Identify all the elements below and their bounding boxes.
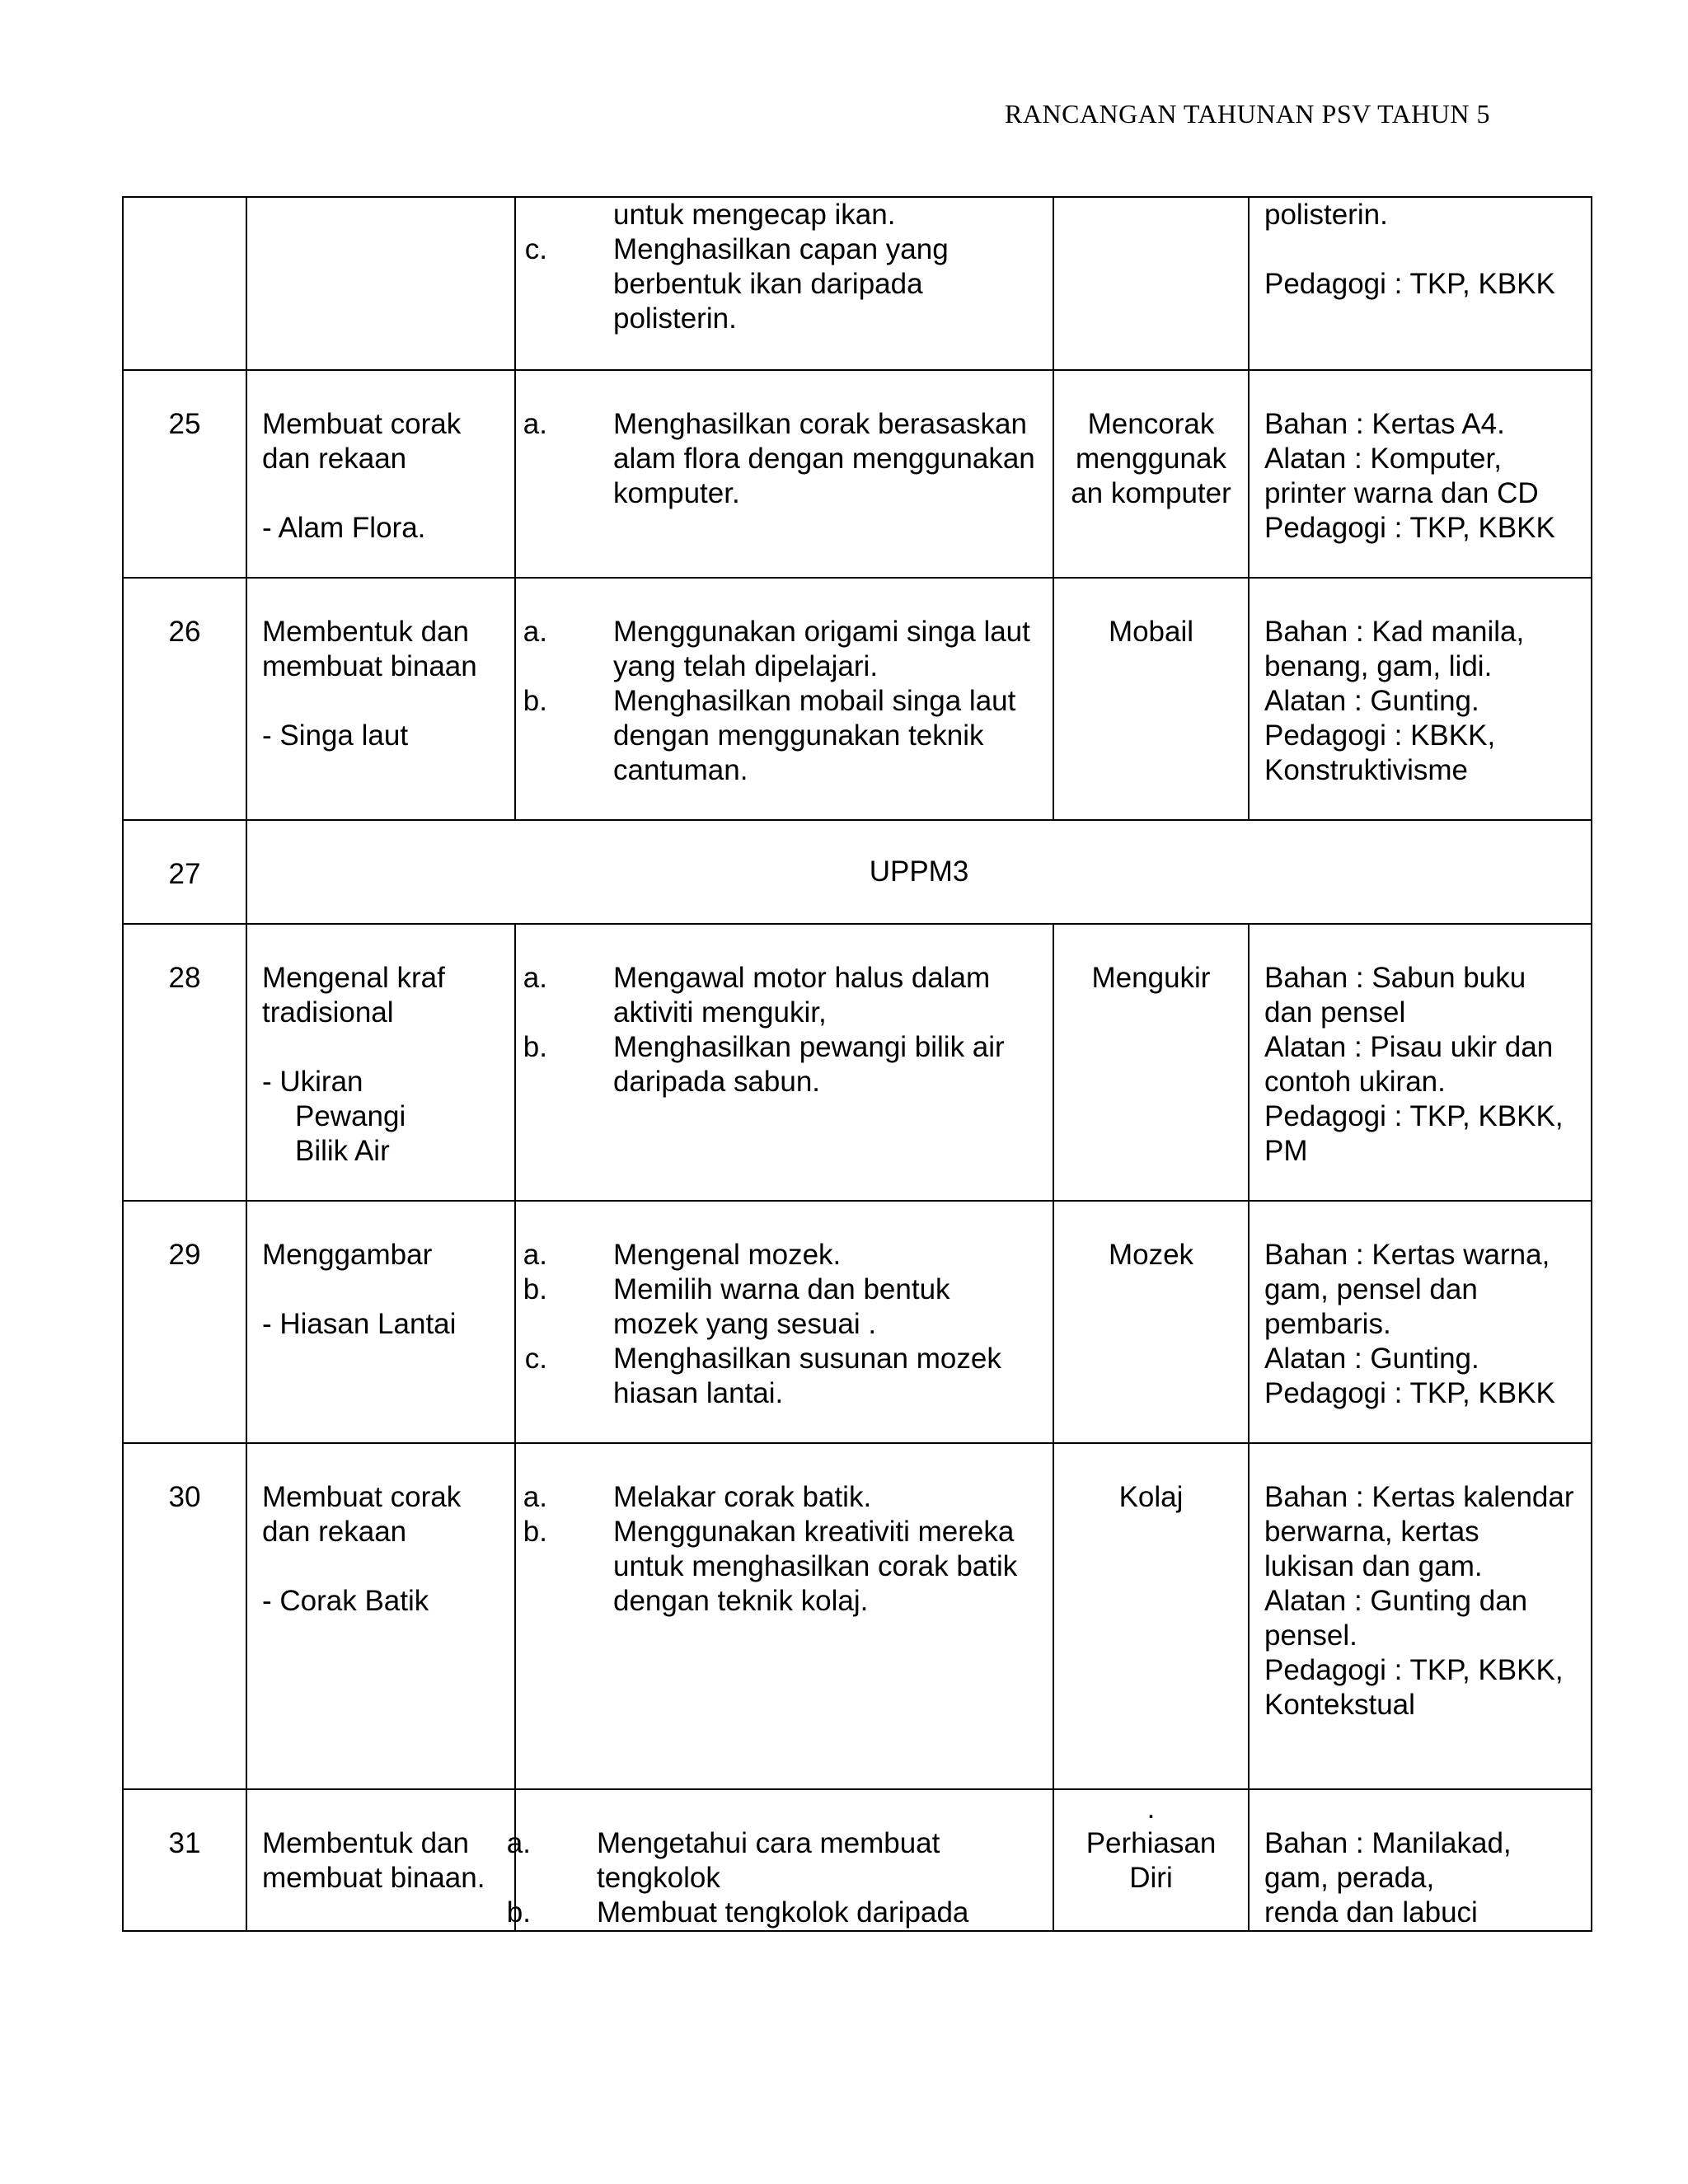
resource-line: Alatan : Pisau ukir dan contoh ukiran. bbox=[1264, 1031, 1554, 1098]
resource-line: Alatan : Gunting. bbox=[1264, 1343, 1479, 1375]
topic-cell bbox=[246, 1443, 515, 1789]
objective-item: b. Menghasilkan pewangi bilik air daripada sabun. bbox=[523, 1031, 1005, 1098]
table-row bbox=[123, 924, 1592, 1201]
resource-line: Bahan : Manilakad, gam, perada, bbox=[1264, 1827, 1512, 1894]
week-number: 26 bbox=[123, 578, 246, 820]
resource-line: Alatan : Gunting dan pensel. bbox=[1264, 1585, 1528, 1652]
topic-subtitle: - Alam Flora. bbox=[262, 512, 426, 544]
resource-line: Pedagogi : TKP, KBKK, PM bbox=[1264, 1100, 1564, 1167]
objective-item: untuk mengecap ikan. bbox=[613, 199, 896, 231]
week-cell bbox=[123, 197, 246, 370]
objective-item: a. Menghasilkan corak berasaskan alam flora dengan menggunakan komputer. bbox=[523, 408, 1035, 509]
topic-title: Menggambar bbox=[262, 1239, 433, 1271]
activity-label: Perhiasan Diri bbox=[1085, 1827, 1217, 1894]
table-row bbox=[123, 578, 1592, 820]
resource-line: Alatan : Gunting. bbox=[1264, 685, 1479, 717]
objective-item: c. Menghasilkan susunan mozek hiasan lantai. bbox=[524, 1343, 1001, 1409]
table-row bbox=[123, 820, 1592, 924]
activity-cell: Mobail bbox=[1053, 578, 1249, 820]
resource-line: Pedagogi : TKP, KBKK bbox=[1264, 512, 1555, 544]
objective-item: b. Menggunakan kreativiti mereka untuk menghasilkan corak batik dengan teknik kolaj. bbox=[523, 1516, 1018, 1617]
objective-item: b. Memilih warna dan bentuk mozek yang sesuai . bbox=[523, 1273, 950, 1340]
topic-title: Membentuk dan membuat binaan bbox=[262, 616, 477, 682]
objectives-cell bbox=[506, 1789, 1053, 1931]
resource-line: Pedagogi : KBKK, Konstruktivisme bbox=[1264, 719, 1496, 786]
page-header: RANCANGAN TAHUNAN PSV TAHUN 5 bbox=[1005, 99, 1490, 129]
resources-cell bbox=[1249, 578, 1592, 820]
table-row bbox=[123, 1789, 1592, 1931]
resources-cell bbox=[1249, 924, 1592, 1201]
activity-cell: Mozek bbox=[1053, 1201, 1249, 1443]
resource-line: Bahan : Kad manila, benang, gam, lidi. bbox=[1264, 616, 1525, 682]
resource-line: Bahan : Kertas A4. bbox=[1264, 408, 1505, 440]
topic-cell bbox=[246, 924, 515, 1201]
objectives-cell bbox=[515, 1443, 1053, 1789]
objectives-cell bbox=[515, 1201, 1053, 1443]
objective-item: b. Membuat tengkolok daripada bbox=[506, 1896, 969, 1929]
activity-cell: Mencorak menggunak an komputer bbox=[1053, 370, 1249, 578]
objectives-cell bbox=[515, 578, 1053, 820]
activity-dot: . bbox=[1146, 1793, 1156, 1825]
exam-label: UPPM3 bbox=[246, 820, 1592, 924]
table-row bbox=[123, 197, 1592, 370]
resource-line: Bahan : Sabun buku dan pensel bbox=[1264, 962, 1526, 1029]
topic-cell bbox=[246, 370, 515, 578]
resource-line: renda dan labuci bbox=[1264, 1896, 1478, 1929]
objective-item: c. Menghasilkan capan yang berbentuk ikan daripada polisterin. bbox=[524, 233, 949, 335]
topic-cell bbox=[246, 578, 515, 820]
resource-line: Bahan : Kertas warna, gam, pensel dan pembaris. bbox=[1264, 1239, 1550, 1340]
objectives-cell bbox=[515, 197, 1053, 370]
topic-subtitle: Pewangi bbox=[295, 1100, 406, 1132]
objective-item: b. Menghasilkan mobail singa laut dengan menggunakan teknik cantuman. bbox=[523, 685, 1016, 786]
activity-cell bbox=[1053, 197, 1249, 370]
objective-item: a. Mengetahui cara membuat tengkolok bbox=[506, 1827, 940, 1894]
resource-line: polisterin. bbox=[1264, 199, 1388, 231]
topic-cell bbox=[246, 1201, 515, 1443]
table-row bbox=[123, 1443, 1592, 1789]
topic-title: Membuat corak dan rekaan bbox=[262, 408, 462, 475]
topic-subtitle: - Corak Batik bbox=[262, 1585, 429, 1617]
week-number: 28 bbox=[123, 924, 246, 1201]
topic-title: Membuat corak dan rekaan bbox=[262, 1481, 462, 1548]
resources-cell bbox=[1249, 197, 1592, 370]
topic-cell bbox=[246, 197, 515, 370]
resources-cell bbox=[1249, 1443, 1592, 1789]
topic-subtitle: - Ukiran bbox=[262, 1066, 363, 1098]
objective-item: a. Mengawal motor halus dalam aktiviti mengukir, bbox=[523, 962, 991, 1029]
topic-subtitle: Bilik Air bbox=[295, 1135, 390, 1167]
resource-line: Bahan : Kertas kalendar berwarna, kertas lukisan dan gam. bbox=[1264, 1481, 1574, 1582]
objective-item: a. Melakar corak batik. bbox=[523, 1481, 872, 1513]
objective-item: a. Mengenal mozek. bbox=[523, 1239, 842, 1271]
objectives-cell bbox=[515, 924, 1053, 1201]
activity-cell bbox=[1053, 1789, 1249, 1931]
week-number: 30 bbox=[123, 1443, 246, 1789]
week-number: 31 bbox=[123, 1789, 246, 1931]
activity-cell: Mengukir bbox=[1053, 924, 1249, 1201]
topic-subtitle: - Singa laut bbox=[262, 719, 409, 752]
resources-cell bbox=[1249, 1789, 1592, 1931]
resource-line: Pedagogi : TKP, KBKK bbox=[1264, 268, 1555, 300]
resources-cell bbox=[1249, 1201, 1592, 1443]
resource-line: Pedagogi : TKP, KBKK, Kontekstual bbox=[1264, 1654, 1564, 1721]
activity-cell: Kolaj bbox=[1053, 1443, 1249, 1789]
objectives-cell bbox=[515, 370, 1053, 578]
week-number: 29 bbox=[123, 1201, 246, 1443]
week-number: 25 bbox=[123, 370, 246, 578]
yearly-plan-table bbox=[122, 196, 1592, 1932]
table-row bbox=[123, 1201, 1592, 1443]
topic-title: Membentuk dan membuat binaan. bbox=[262, 1827, 485, 1894]
table-row bbox=[123, 370, 1592, 578]
resource-line: Alatan : Komputer, printer warna dan CD bbox=[1264, 443, 1539, 509]
objective-item: a. Menggunakan origami singa laut yang telah dipelajari. bbox=[523, 616, 1030, 682]
resource-line: Pedagogi : TKP, KBKK bbox=[1264, 1377, 1555, 1409]
topic-cell bbox=[246, 1789, 515, 1931]
week-number: 27 bbox=[123, 820, 246, 924]
resources-cell bbox=[1249, 370, 1592, 578]
topic-title: Mengenal kraf tradisional bbox=[262, 962, 445, 1029]
topic-subtitle: - Hiasan Lantai bbox=[262, 1308, 457, 1340]
